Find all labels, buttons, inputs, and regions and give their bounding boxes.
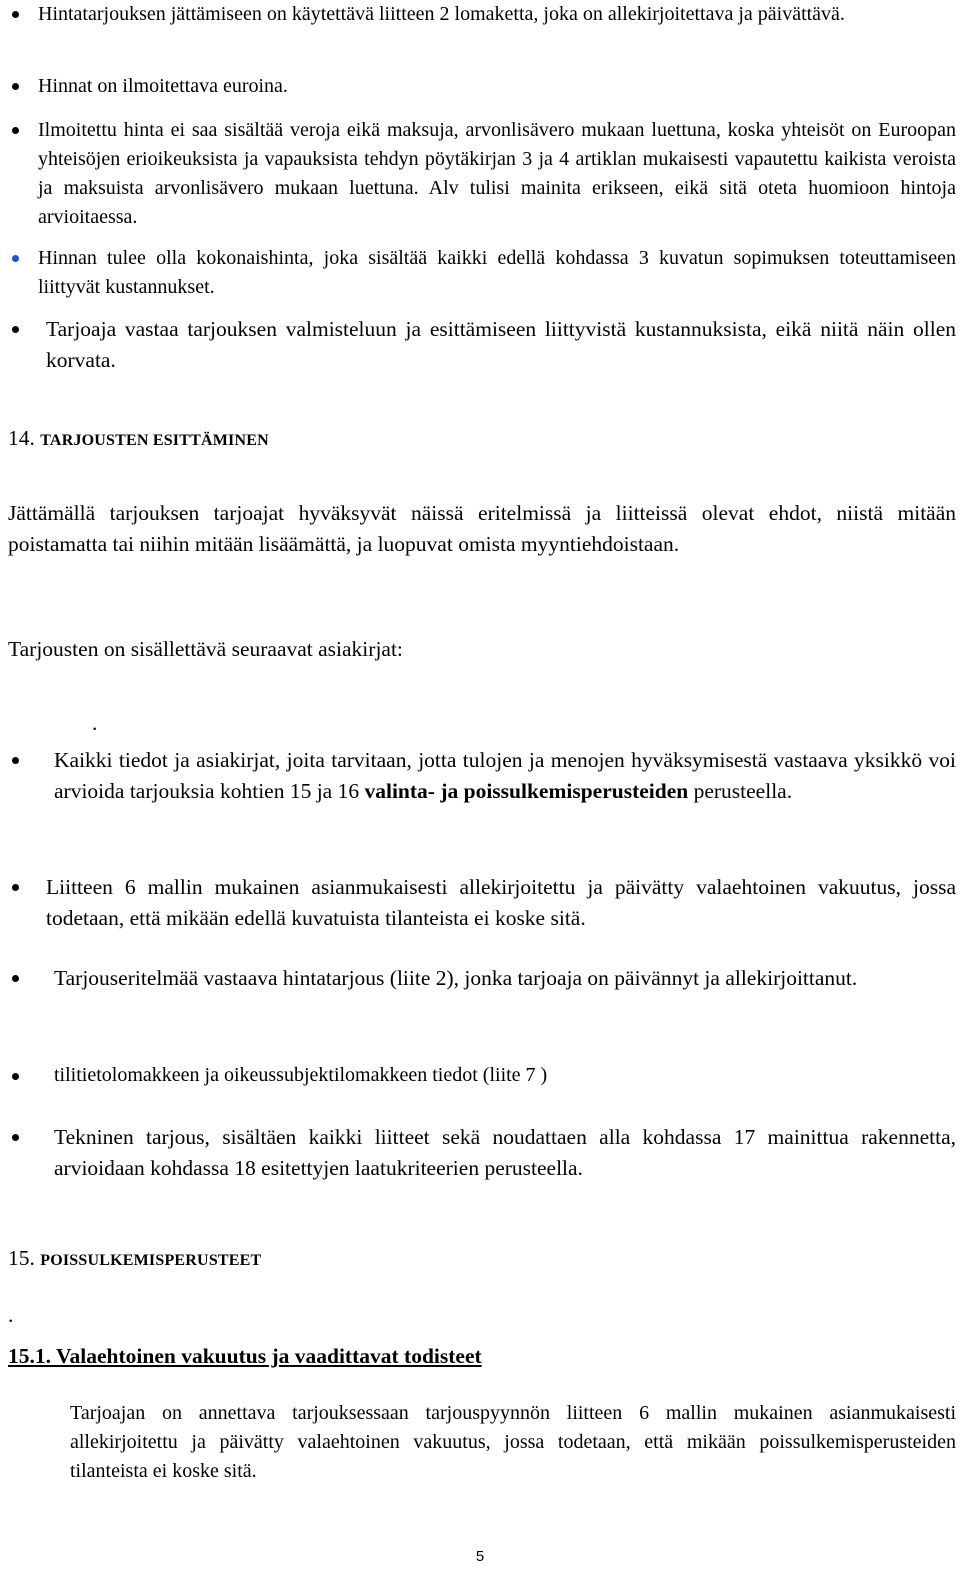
page-number: 5 [475,1548,485,1565]
bullet-item-form-requirement: Hintatarjouksen jättämiseen on käytettävä liitteen 2 lomaketta, joka on allekirjoitettava ja päivättävä. [38,3,845,25]
bullet-icon [12,255,19,262]
doc-item-text-after: perusteella. [693,779,793,803]
stray-dot: . [8,1303,14,1327]
taxes-text-main: Ilmoitettu hinta ei saa sisältää veroja eikä maksuja, arvonlisävero mukaan luettuna, koska yhteisöt on Euroopan yhteisöjen erioikeuksista ja vapauksista tehdyn pöytäkirjan 3 ja 4 artiklan mukaisesti vapautettu kaikista veroista ja maksuista arvonlisävero mukaan luettuna. [38,119,956,199]
doc-item-price-offer: Tarjouseritelmää vastaava hintatarjous (liite 2), jonka tarjoaja on päivännyt ja allekirjoittanut. [54,966,858,990]
doc-item-bold-criteria: valinta- ja poissulkemisperusteiden [364,779,689,803]
stray-dot: . [92,711,98,735]
doc-item-account-forms: tilitietolomakkeen ja oikeussubjektilomakkeen tiedot (liite 7 ) [54,1064,548,1086]
taxes-text-vat-note: Alv tulisi mainita erikseen, eikä sitä oteta huomioon hintoja arvioitaessa. [38,177,956,228]
bullet-icon [12,1073,19,1080]
bullet-item-currency: Hinnat on ilmoitettava euroina. [38,75,288,97]
bullet-icon [12,1134,19,1141]
bullet-icon [12,127,19,134]
bullet-icon [12,326,19,333]
doc-item-technical-offer: Tekninen tarjous, sisältäen kaikki liitteet sekä noudattaen alla kohdassa 17 mainittua rakennetta, arvioidaan kohdassa 18 esitettyjen laatukriteerien perusteella. [54,1125,956,1180]
section-14-title: TARJOUSTEN ESITTÄMINEN [40,432,269,449]
doc-item-text-before: Kaikki tiedot ja asiakirjat, joita tarvitaan, jotta tulojen ja menojen hyväksymisestä vastaava yksikkö voi arvioida tarjouksia kohtien 15 ja 16 [54,748,956,803]
bullet-item-total-price: Hinnan tulee olla kokonaishinta, joka sisältää kaikki edellä kohdassa 3 kuvatun sopimuksen toteuttamiseen liittyvät kustannukset. [38,247,956,298]
section-14-heading [8,424,269,455]
bullet-icon [12,83,19,90]
bullet-icon [12,884,19,891]
section-15-1-paragraph: Tarjoajan on annettava tarjouksessaan tarjouspyynnön liitteen 6 mallin mukainen asianmukaisesti allekirjoitettu ja päivätty valaehtoinen vakuutus, jossa todetaan, että mikään poissulkemisperusteiden tilanteista ei koske sitä. [70,1402,956,1482]
section-14-intro: Jättämällä tarjouksen tarjoajat hyväksyvät näissä eritelmissä ja liitteissä olevat ehdot, niistä mitään poistamatta tai niihin mitään lisäämättä, ja luopuvat omista myyntiehdoistaan. [8,501,956,556]
section-15-heading [8,1244,261,1275]
bullet-icon [12,11,19,18]
bullet-item-costs: Tarjoaja vastaa tarjouksen valmisteluun ja esittämiseen liittyvistä kustannuksista, eikä niitä näin ollen korvata. [46,317,956,372]
doc-item-selection-criteria [54,745,956,807]
section-14-number: 14. [8,426,35,450]
section-14-docs-label: Tarjousten on sisällettävä seuraavat asiakirjat: [8,637,403,661]
section-15-number: 15. [8,1246,35,1270]
doc-item-declaration: Liitteen 6 mallin mukainen asianmukaisesti allekirjoitettu ja päivätty valaehtoinen vakuutus, jossa todetaan, että mikään edellä kuvatuista tilanteista ei koske sitä. [46,875,956,930]
section-15-1-heading: 15.1. Valaehtoinen vakuutus ja vaadittavat todisteet [8,1344,482,1368]
bullet-icon [12,757,19,764]
section-15-title: POISSULKEMISPERUSTEET [40,1252,262,1269]
bullet-icon [12,975,19,982]
bullet-item-taxes [38,116,956,232]
